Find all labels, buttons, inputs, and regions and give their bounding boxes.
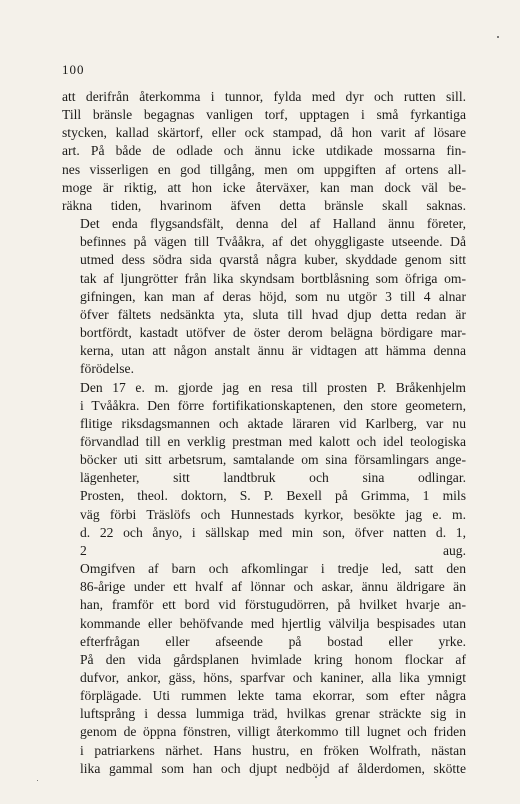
text-line: bortfördt, kastadt utöfver de öster derom belägna bördigare mar- xyxy=(80,325,466,341)
text-line: lägenheter, sitt landtbruk och sina odlingar. xyxy=(80,470,466,486)
text-line: böcker uti sitt arbetsrum, samtalande om sina församlingars ange- xyxy=(80,452,466,468)
paragraph xyxy=(62,215,466,378)
text-line: genom de öppna fönstren, villigt återkommo till lugnet och friden xyxy=(80,724,466,740)
text-line: befinnes på vägen till Tvååkra, af det ohyggligaste utseende. Då xyxy=(80,234,466,250)
text-line: efterfrågan eller afseende på bostad eller yrke. xyxy=(80,633,466,649)
body-text xyxy=(62,88,466,778)
text-line: utmed dess södra sida qvarstå några kuber, skyddade genom sitt xyxy=(80,252,466,268)
text-line: dufvor, ankor, gäss, höns, sparfvar och kaniner, alla lika ymnigt xyxy=(80,670,466,685)
paragraph xyxy=(62,651,466,778)
text-line: nes visserligen en god tillgång, men om uppgiften af ortens all- xyxy=(62,161,466,177)
page-number: 100 xyxy=(62,62,85,77)
text-line: i Tvååkra. Den förre fortifikationskaptenen, den store geometern, xyxy=(80,397,466,413)
text-line: han, framför ett bord vid förstugudörren, på hvilket hvarje an- xyxy=(80,597,466,613)
text-line: att derifrån återkomma i tunnor, fylda med dyr och rutten sill. xyxy=(62,89,466,104)
text-line: 2 aug. xyxy=(80,542,466,558)
text-line: förplägade. Uti rummen lekte tama ekorrar, som efter några xyxy=(80,688,466,704)
text-line: förödelse. xyxy=(80,361,134,377)
text-line: Det enda flygsandsfält, denna del af Halland ännu företer, xyxy=(80,216,466,232)
text-line: väg förbi Träslöfs och Hunnestads kyrkor, besökte jag e. m. xyxy=(80,506,466,522)
text-line: flitige riksdagsmannen och aktade läraren vid Karlberg, var nu xyxy=(80,415,466,431)
text-line: Prosten, theol. doktorn, S. P. Bexell på Grimma, 1 mils xyxy=(80,488,466,504)
paragraph xyxy=(62,379,466,488)
text-line: moge är riktig, att hon icke återväxer, kan man dock väl be- xyxy=(62,179,466,195)
text-line: art. På både de odlade och ännu icke utdikade mossarna fin- xyxy=(62,143,466,159)
paper-speck xyxy=(315,776,317,778)
text-line: Omgifven af barn och afkomlingar i tredje led, satt den xyxy=(80,561,466,577)
text-line: 86-årige under ett hvalf af lönnar och askar, ännu äldrigare än xyxy=(80,579,466,595)
text-line: lika gammal som han och djupt nedböjd af ålderdomen, skötte xyxy=(80,760,466,776)
paragraph xyxy=(62,487,466,560)
text-line: i patriarkens närhet. Hans hustru, en fröken Wolfrath, nästan xyxy=(80,742,466,758)
paragraph xyxy=(62,88,466,215)
text-line: kommande eller behöfvande med hjertlig välvilja bespisades utan xyxy=(80,615,466,631)
paper-speck xyxy=(497,36,499,38)
text-line: räkna tiden, hvarinom äfven detta bränsle skall saknas. xyxy=(62,197,466,213)
text-line: öfver fältets nedsänkta yta, sluta till hvad djup detta redan är xyxy=(80,306,466,322)
text-line: På den vida gårdsplanen hvimlade kring honom flockar af xyxy=(80,651,466,667)
text-line: tak af ljungrötter från lika skyndsam bortblåsning som öfriga om- xyxy=(80,270,466,286)
text-line: stycken, kallad skärtorf, eller ock stampad, då hon varit af lösare xyxy=(62,125,466,141)
text-line: Till bränsle begagnas vanligen torf, upptagen i små fyrkantiga xyxy=(62,107,466,123)
text-line: gifningen, kan man af deras höjd, som nu utgör 3 till 4 alnar xyxy=(80,288,466,304)
text-line: kerna, utan att någon anstalt ännu är vidtagen att hämma denna xyxy=(80,343,466,359)
text-line: Den 17 e. m. gjorde jag en resa till prosten P. Bråkenhjelm xyxy=(80,379,466,395)
text-line: d. 22 och ånyo, i sällskap med min son, öfver natten d. 1, xyxy=(80,524,466,540)
text-line: förvandlad till en verklig prestman med kalott och idel teologiska xyxy=(80,433,466,449)
text-line: luftsprång i dessa lummiga träd, hvilkas grenar sträckte sig in xyxy=(80,706,466,722)
paragraph xyxy=(62,560,466,651)
paper-speck xyxy=(37,780,38,781)
